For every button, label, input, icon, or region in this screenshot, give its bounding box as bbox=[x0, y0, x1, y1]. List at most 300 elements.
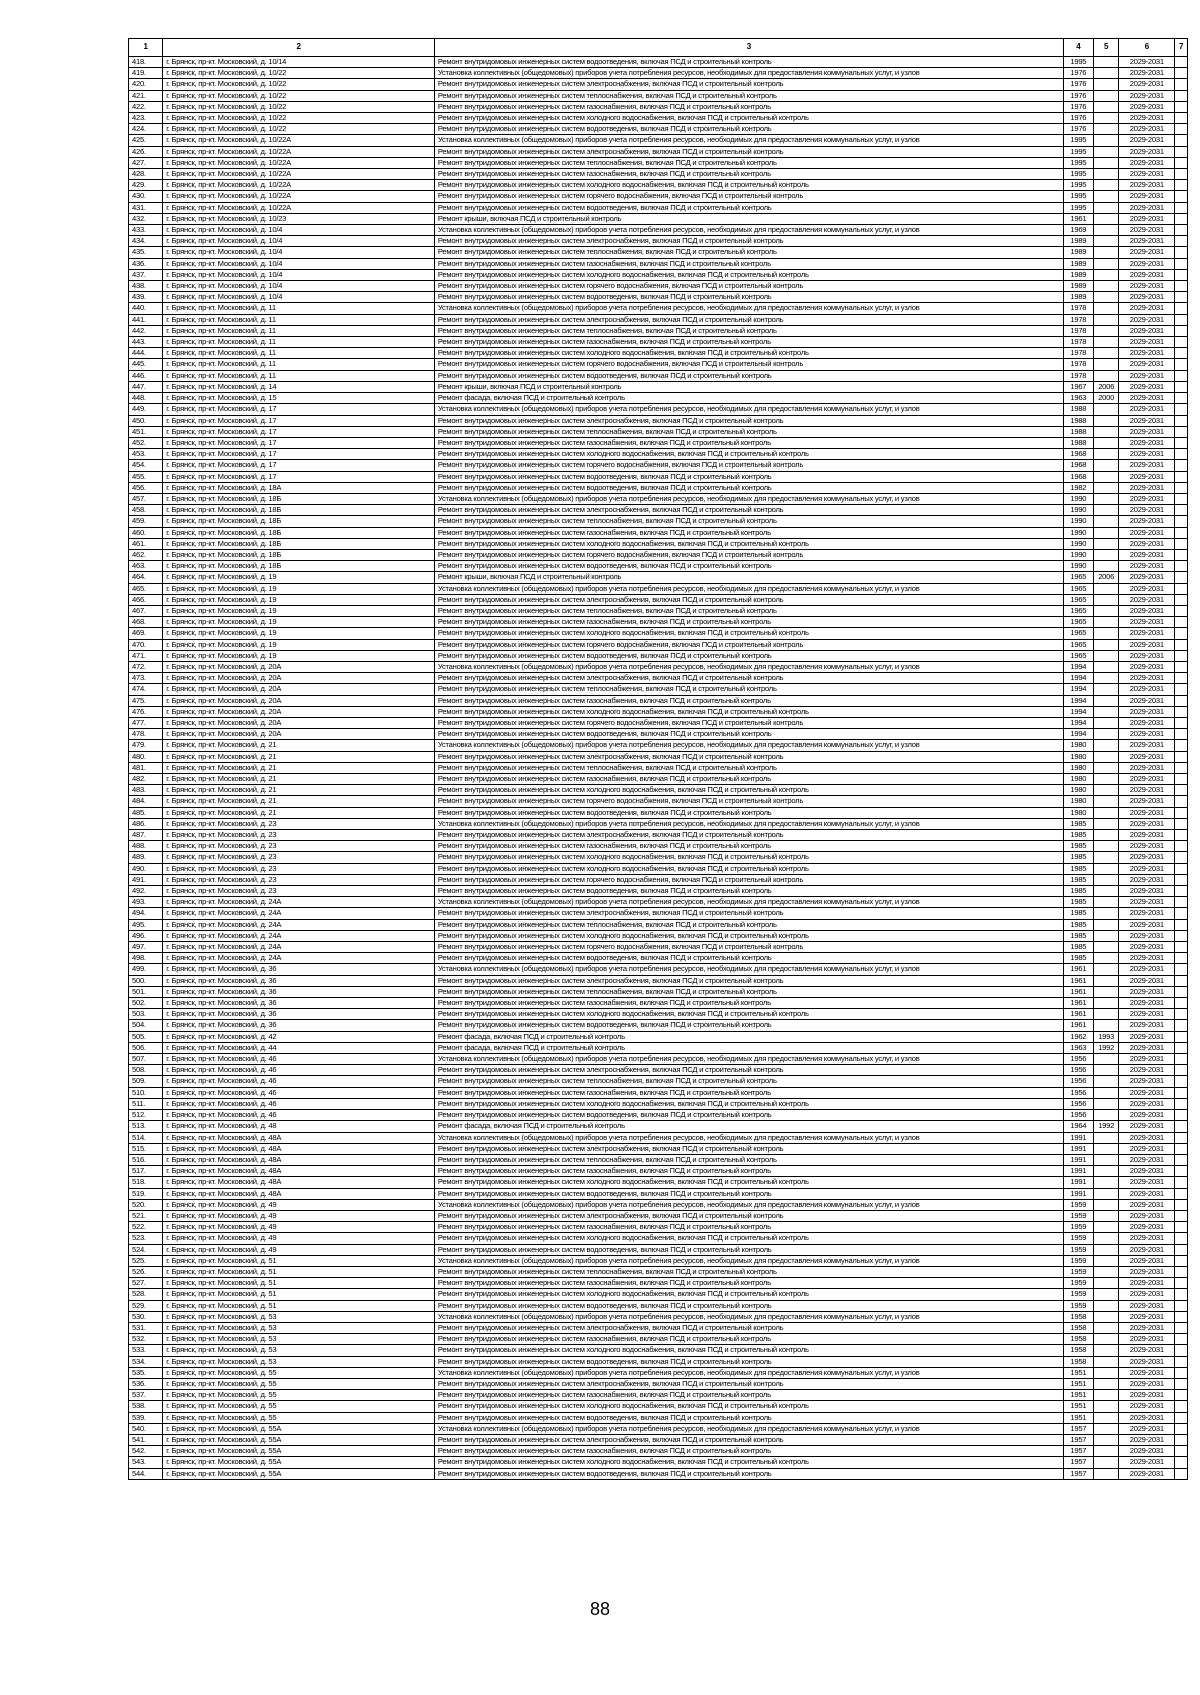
year-built-cell: 1957 bbox=[1063, 1446, 1093, 1457]
planned-period-cell: 2029-2031 bbox=[1119, 505, 1175, 516]
table-row bbox=[129, 1110, 1188, 1121]
year-built-cell: 1962 bbox=[1063, 1031, 1093, 1042]
year-built-cell: 1959 bbox=[1063, 1255, 1093, 1266]
table-row bbox=[129, 605, 1188, 616]
extra-cell bbox=[1175, 135, 1188, 146]
table-row bbox=[129, 673, 1188, 684]
work-type-cell: Ремонт внутридомовых инженерных систем водоотведения, включая ПСД и строительный контроль bbox=[434, 886, 1063, 897]
address-cell: г. Брянск, пр-кт. Московский, д. 24А bbox=[163, 930, 435, 941]
table-row bbox=[129, 1255, 1188, 1266]
planned-period-cell: 2029-2031 bbox=[1119, 1334, 1175, 1345]
last-repair-year-cell bbox=[1093, 751, 1119, 762]
address-cell: г. Брянск, пр-кт. Московский, д. 48А bbox=[163, 1132, 435, 1143]
last-repair-year-cell bbox=[1093, 1177, 1119, 1188]
work-type-cell: Ремонт внутридомовых инженерных систем горячего водоснабжения, включая ПСД и строительный контроль bbox=[434, 942, 1063, 953]
year-built-cell: 1951 bbox=[1063, 1367, 1093, 1378]
extra-cell bbox=[1175, 751, 1188, 762]
extra-cell bbox=[1175, 774, 1188, 785]
planned-period-cell: 2029-2031 bbox=[1119, 919, 1175, 930]
table-row bbox=[129, 897, 1188, 908]
year-built-cell: 1995 bbox=[1063, 191, 1093, 202]
last-repair-year-cell bbox=[1093, 1009, 1119, 1020]
extra-cell bbox=[1175, 269, 1188, 280]
year-built-cell: 1991 bbox=[1063, 1188, 1093, 1199]
row-number: 476. bbox=[129, 706, 163, 717]
table-row bbox=[129, 370, 1188, 381]
address-cell: г. Брянск, пр-кт. Московский, д. 11 bbox=[163, 325, 435, 336]
extra-cell bbox=[1175, 975, 1188, 986]
planned-period-cell: 2029-2031 bbox=[1119, 762, 1175, 773]
row-number: 467. bbox=[129, 605, 163, 616]
planned-period-cell: 2029-2031 bbox=[1119, 561, 1175, 572]
table-row bbox=[129, 874, 1188, 885]
year-built-cell: 1980 bbox=[1063, 785, 1093, 796]
extra-cell bbox=[1175, 863, 1188, 874]
table-row bbox=[129, 1020, 1188, 1031]
address-cell: г. Брянск, пр-кт. Московский, д. 10/4 bbox=[163, 247, 435, 258]
extra-cell bbox=[1175, 1322, 1188, 1333]
extra-cell bbox=[1175, 516, 1188, 527]
extra-cell bbox=[1175, 830, 1188, 841]
year-built-cell: 1980 bbox=[1063, 796, 1093, 807]
row-number: 510. bbox=[129, 1087, 163, 1098]
extra-cell bbox=[1175, 337, 1188, 348]
planned-period-cell: 2029-2031 bbox=[1119, 1322, 1175, 1333]
year-built-cell: 1995 bbox=[1063, 157, 1093, 168]
year-built-cell: 1990 bbox=[1063, 516, 1093, 527]
last-repair-year-cell bbox=[1093, 202, 1119, 213]
extra-cell bbox=[1175, 897, 1188, 908]
address-cell: г. Брянск, пр-кт. Московский, д. 53 bbox=[163, 1356, 435, 1367]
row-number: 436. bbox=[129, 258, 163, 269]
table-row bbox=[129, 202, 1188, 213]
last-repair-year-cell bbox=[1093, 762, 1119, 773]
last-repair-year-cell bbox=[1093, 1278, 1119, 1289]
last-repair-year-cell bbox=[1093, 818, 1119, 829]
last-repair-year-cell bbox=[1093, 505, 1119, 516]
table-row bbox=[129, 852, 1188, 863]
address-cell: г. Брянск, пр-кт. Московский, д. 55 bbox=[163, 1401, 435, 1412]
year-built-cell: 1995 bbox=[1063, 57, 1093, 68]
address-cell: г. Брянск, пр-кт. Московский, д. 19 bbox=[163, 639, 435, 650]
extra-cell bbox=[1175, 471, 1188, 482]
planned-period-cell: 2029-2031 bbox=[1119, 225, 1175, 236]
last-repair-year-cell bbox=[1093, 1166, 1119, 1177]
last-repair-year-cell bbox=[1093, 90, 1119, 101]
address-cell: г. Брянск, пр-кт. Московский, д. 10/14 bbox=[163, 57, 435, 68]
last-repair-year-cell: 2006 bbox=[1093, 572, 1119, 583]
year-built-cell: 1985 bbox=[1063, 930, 1093, 941]
year-built-cell: 1994 bbox=[1063, 661, 1093, 672]
row-number: 474. bbox=[129, 684, 163, 695]
year-built-cell: 1961 bbox=[1063, 986, 1093, 997]
year-built-cell: 1978 bbox=[1063, 325, 1093, 336]
table-row bbox=[129, 1098, 1188, 1109]
planned-period-cell: 2029-2031 bbox=[1119, 180, 1175, 191]
year-built-cell: 1980 bbox=[1063, 807, 1093, 818]
planned-period-cell: 2029-2031 bbox=[1119, 1065, 1175, 1076]
row-number: 504. bbox=[129, 1020, 163, 1031]
last-repair-year-cell bbox=[1093, 1446, 1119, 1457]
extra-cell bbox=[1175, 661, 1188, 672]
table-row bbox=[129, 482, 1188, 493]
planned-period-cell: 2029-2031 bbox=[1119, 337, 1175, 348]
extra-cell bbox=[1175, 1401, 1188, 1412]
last-repair-year-cell bbox=[1093, 460, 1119, 471]
planned-period-cell: 2029-2031 bbox=[1119, 1412, 1175, 1423]
extra-cell bbox=[1175, 908, 1188, 919]
last-repair-year-cell bbox=[1093, 124, 1119, 135]
address-cell: г. Брянск, пр-кт. Московский, д. 10/4 bbox=[163, 236, 435, 247]
year-built-cell: 1976 bbox=[1063, 90, 1093, 101]
address-cell: г. Брянск, пр-кт. Московский, д. 18Б bbox=[163, 505, 435, 516]
address-cell: г. Брянск, пр-кт. Московский, д. 20А bbox=[163, 706, 435, 717]
work-type-cell: Ремонт внутридомовых инженерных систем холодного водоснабжения, включая ПСД и строительный контроль bbox=[434, 863, 1063, 874]
planned-period-cell: 2029-2031 bbox=[1119, 1255, 1175, 1266]
year-built-cell: 1989 bbox=[1063, 281, 1093, 292]
address-cell: г. Брянск, пр-кт. Московский, д. 49 bbox=[163, 1244, 435, 1255]
work-type-cell: Ремонт внутридомовых инженерных систем теплоснабжения, включая ПСД и строительный контроль bbox=[434, 1266, 1063, 1277]
year-built-cell: 1985 bbox=[1063, 919, 1093, 930]
year-built-cell: 1956 bbox=[1063, 1065, 1093, 1076]
extra-cell bbox=[1175, 1154, 1188, 1165]
row-number: 425. bbox=[129, 135, 163, 146]
year-built-cell: 1985 bbox=[1063, 953, 1093, 964]
last-repair-year-cell: 2006 bbox=[1093, 381, 1119, 392]
work-type-cell: Установка коллективных (общедомовых) приборов учета потребления ресурсов, необходимых для предоставления коммунальных услуг, и узлов bbox=[434, 583, 1063, 594]
row-number: 463. bbox=[129, 561, 163, 572]
row-number: 456. bbox=[129, 482, 163, 493]
extra-cell bbox=[1175, 549, 1188, 560]
planned-period-cell: 2029-2031 bbox=[1119, 1289, 1175, 1300]
address-cell: г. Брянск, пр-кт. Московский, д. 24А bbox=[163, 908, 435, 919]
address-cell: г. Брянск, пр-кт. Московский, д. 24А bbox=[163, 953, 435, 964]
table-row bbox=[129, 538, 1188, 549]
extra-cell bbox=[1175, 1334, 1188, 1345]
row-number: 527. bbox=[129, 1278, 163, 1289]
work-type-cell: Установка коллективных (общедомовых) приборов учета потребления ресурсов, необходимых для предоставления коммунальных услуг, и узлов bbox=[434, 818, 1063, 829]
row-number: 447. bbox=[129, 381, 163, 392]
row-number: 448. bbox=[129, 393, 163, 404]
row-number: 512. bbox=[129, 1110, 163, 1121]
row-number: 529. bbox=[129, 1300, 163, 1311]
table-row bbox=[129, 717, 1188, 728]
last-repair-year-cell bbox=[1093, 661, 1119, 672]
row-number: 511. bbox=[129, 1098, 163, 1109]
row-number: 537. bbox=[129, 1390, 163, 1401]
planned-period-cell: 2029-2031 bbox=[1119, 449, 1175, 460]
work-type-cell: Ремонт внутридомовых инженерных систем электроснабжения, включая ПСД и строительный контроль bbox=[434, 415, 1063, 426]
table-row bbox=[129, 258, 1188, 269]
row-number: 481. bbox=[129, 762, 163, 773]
address-cell: г. Брянск, пр-кт. Московский, д. 11 bbox=[163, 303, 435, 314]
table-row bbox=[129, 325, 1188, 336]
extra-cell bbox=[1175, 1121, 1188, 1132]
row-number: 435. bbox=[129, 247, 163, 258]
last-repair-year-cell bbox=[1093, 1468, 1119, 1479]
table-row bbox=[129, 908, 1188, 919]
address-cell: г. Брянск, пр-кт. Московский, д. 19 bbox=[163, 572, 435, 583]
planned-period-cell: 2029-2031 bbox=[1119, 493, 1175, 504]
address-cell: г. Брянск, пр-кт. Московский, д. 19 bbox=[163, 628, 435, 639]
last-repair-year-cell bbox=[1093, 706, 1119, 717]
row-number: 493. bbox=[129, 897, 163, 908]
extra-cell bbox=[1175, 852, 1188, 863]
row-number: 427. bbox=[129, 157, 163, 168]
planned-period-cell: 2029-2031 bbox=[1119, 415, 1175, 426]
year-built-cell: 1967 bbox=[1063, 381, 1093, 392]
year-built-cell: 1956 bbox=[1063, 1054, 1093, 1065]
row-number: 478. bbox=[129, 729, 163, 740]
table-row bbox=[129, 1345, 1188, 1356]
address-cell: г. Брянск, пр-кт. Московский, д. 55А bbox=[163, 1446, 435, 1457]
work-type-cell: Ремонт внутридомовых инженерных систем газоснабжения, включая ПСД и строительный контроль bbox=[434, 774, 1063, 785]
table-row bbox=[129, 426, 1188, 437]
work-type-cell: Ремонт внутридомовых инженерных систем теплоснабжения, включая ПСД и строительный контроль bbox=[434, 516, 1063, 527]
last-repair-year-cell bbox=[1093, 942, 1119, 953]
last-repair-year-cell: 1992 bbox=[1093, 1042, 1119, 1053]
extra-cell bbox=[1175, 90, 1188, 101]
work-type-cell: Ремонт внутридомовых инженерных систем электроснабжения, включая ПСД и строительный контроль bbox=[434, 830, 1063, 841]
planned-period-cell: 2029-2031 bbox=[1119, 942, 1175, 953]
extra-cell bbox=[1175, 404, 1188, 415]
row-number: 518. bbox=[129, 1177, 163, 1188]
last-repair-year-cell bbox=[1093, 1244, 1119, 1255]
page-number: 88 bbox=[589, 1599, 611, 1619]
row-number: 539. bbox=[129, 1412, 163, 1423]
extra-cell bbox=[1175, 1367, 1188, 1378]
work-type-cell: Ремонт внутридомовых инженерных систем горячего водоснабжения, включая ПСД и строительный контроль bbox=[434, 639, 1063, 650]
work-type-cell: Ремонт внутридомовых инженерных систем электроснабжения, включая ПСД и строительный контроль bbox=[434, 1143, 1063, 1154]
address-cell: г. Брянск, пр-кт. Московский, д. 51 bbox=[163, 1300, 435, 1311]
table-row bbox=[129, 1244, 1188, 1255]
address-cell: г. Брянск, пр-кт. Московский, д. 55 bbox=[163, 1367, 435, 1378]
work-type-cell: Ремонт внутридомовых инженерных систем водоотведения, включая ПСД и строительный контроль bbox=[434, 729, 1063, 740]
address-cell: г. Брянск, пр-кт. Московский, д. 23 bbox=[163, 886, 435, 897]
work-type-cell: Ремонт внутридомовых инженерных систем теплоснабжения, включая ПСД и строительный контроль bbox=[434, 426, 1063, 437]
work-type-cell: Ремонт крыши, включая ПСД и строительный контроль bbox=[434, 572, 1063, 583]
year-built-cell: 1965 bbox=[1063, 617, 1093, 628]
year-built-cell: 1958 bbox=[1063, 1356, 1093, 1367]
year-built-cell: 1959 bbox=[1063, 1222, 1093, 1233]
extra-cell bbox=[1175, 314, 1188, 325]
extra-cell bbox=[1175, 247, 1188, 258]
last-repair-year-cell bbox=[1093, 617, 1119, 628]
extra-cell bbox=[1175, 1110, 1188, 1121]
planned-period-cell: 2029-2031 bbox=[1119, 146, 1175, 157]
table-row bbox=[129, 437, 1188, 448]
address-cell: г. Брянск, пр-кт. Московский, д. 24А bbox=[163, 897, 435, 908]
planned-period-cell: 2029-2031 bbox=[1119, 628, 1175, 639]
extra-cell bbox=[1175, 1233, 1188, 1244]
extra-cell bbox=[1175, 886, 1188, 897]
work-type-cell: Ремонт внутридомовых инженерных систем водоотведения, включая ПСД и строительный контроль bbox=[434, 124, 1063, 135]
work-type-cell: Ремонт внутридомовых инженерных систем газоснабжения, включая ПСД и строительный контроль bbox=[434, 169, 1063, 180]
address-cell: г. Брянск, пр-кт. Московский, д. 55А bbox=[163, 1423, 435, 1434]
row-number: 431. bbox=[129, 202, 163, 213]
extra-cell bbox=[1175, 953, 1188, 964]
table-row bbox=[129, 1076, 1188, 1087]
year-built-cell: 1985 bbox=[1063, 852, 1093, 863]
planned-period-cell: 2029-2031 bbox=[1119, 1222, 1175, 1233]
year-built-cell: 1965 bbox=[1063, 628, 1093, 639]
work-type-cell: Ремонт крыши, включая ПСД и строительный контроль bbox=[434, 381, 1063, 392]
work-type-cell: Ремонт внутридомовых инженерных систем водоотведения, включая ПСД и строительный контроль bbox=[434, 1188, 1063, 1199]
table-row bbox=[129, 1233, 1188, 1244]
extra-cell bbox=[1175, 673, 1188, 684]
year-built-cell: 1976 bbox=[1063, 68, 1093, 79]
address-cell: г. Брянск, пр-кт. Московский, д. 55 bbox=[163, 1378, 435, 1389]
row-number: 460. bbox=[129, 527, 163, 538]
row-number: 503. bbox=[129, 1009, 163, 1020]
year-built-cell: 1959 bbox=[1063, 1278, 1093, 1289]
year-built-cell: 1985 bbox=[1063, 897, 1093, 908]
planned-period-cell: 2029-2031 bbox=[1119, 1009, 1175, 1020]
address-cell: г. Брянск, пр-кт. Московский, д. 51 bbox=[163, 1255, 435, 1266]
last-repair-year-cell bbox=[1093, 774, 1119, 785]
year-built-cell: 1991 bbox=[1063, 1154, 1093, 1165]
address-cell: г. Брянск, пр-кт. Московский, д. 19 bbox=[163, 650, 435, 661]
last-repair-year-cell bbox=[1093, 314, 1119, 325]
last-repair-year-cell bbox=[1093, 1356, 1119, 1367]
extra-cell bbox=[1175, 370, 1188, 381]
last-repair-year-cell bbox=[1093, 594, 1119, 605]
planned-period-cell: 2029-2031 bbox=[1119, 751, 1175, 762]
planned-period-cell: 2029-2031 bbox=[1119, 236, 1175, 247]
last-repair-year-cell bbox=[1093, 695, 1119, 706]
work-type-cell: Ремонт внутридомовых инженерных систем газоснабжения, включая ПСД и строительный контроль bbox=[434, 1446, 1063, 1457]
year-built-cell: 1965 bbox=[1063, 583, 1093, 594]
year-built-cell: 1976 bbox=[1063, 124, 1093, 135]
table-row bbox=[129, 617, 1188, 628]
last-repair-year-cell bbox=[1093, 886, 1119, 897]
row-number: 458. bbox=[129, 505, 163, 516]
work-type-cell: Ремонт внутридомовых инженерных систем теплоснабжения, включая ПСД и строительный контроль bbox=[434, 762, 1063, 773]
last-repair-year-cell bbox=[1093, 986, 1119, 997]
work-type-cell: Ремонт внутридомовых инженерных систем теплоснабжения, включая ПСД и строительный контроль bbox=[434, 157, 1063, 168]
address-cell: г. Брянск, пр-кт. Московский, д. 48А bbox=[163, 1177, 435, 1188]
extra-cell bbox=[1175, 482, 1188, 493]
address-cell: г. Брянск, пр-кт. Московский, д. 10/22 bbox=[163, 113, 435, 124]
last-repair-year-cell: 1992 bbox=[1093, 1121, 1119, 1132]
row-number: 501. bbox=[129, 986, 163, 997]
row-number: 449. bbox=[129, 404, 163, 415]
table-row bbox=[129, 449, 1188, 460]
row-number: 444. bbox=[129, 348, 163, 359]
row-number: 446. bbox=[129, 370, 163, 381]
table-row bbox=[129, 135, 1188, 146]
address-cell: г. Брянск, пр-кт. Московский, д. 48А bbox=[163, 1188, 435, 1199]
year-built-cell: 1965 bbox=[1063, 639, 1093, 650]
row-number: 522. bbox=[129, 1222, 163, 1233]
extra-cell bbox=[1175, 762, 1188, 773]
extra-cell bbox=[1175, 213, 1188, 224]
last-repair-year-cell bbox=[1093, 930, 1119, 941]
last-repair-year-cell bbox=[1093, 1076, 1119, 1087]
extra-cell bbox=[1175, 325, 1188, 336]
table-row bbox=[129, 1199, 1188, 1210]
last-repair-year-cell bbox=[1093, 639, 1119, 650]
extra-cell bbox=[1175, 258, 1188, 269]
extra-cell bbox=[1175, 1009, 1188, 1020]
last-repair-year-cell bbox=[1093, 337, 1119, 348]
address-cell: г. Брянск, пр-кт. Московский, д. 19 bbox=[163, 594, 435, 605]
planned-period-cell: 2029-2031 bbox=[1119, 1378, 1175, 1389]
work-type-cell: Ремонт внутридомовых инженерных систем газоснабжения, включая ПСД и строительный контроль bbox=[434, 1222, 1063, 1233]
last-repair-year-cell bbox=[1093, 213, 1119, 224]
col-header-2: 2 bbox=[163, 39, 435, 57]
extra-cell bbox=[1175, 348, 1188, 359]
planned-period-cell: 2029-2031 bbox=[1119, 605, 1175, 616]
address-cell: г. Брянск, пр-кт. Московский, д. 10/4 bbox=[163, 269, 435, 280]
extra-cell bbox=[1175, 1457, 1188, 1468]
planned-period-cell: 2029-2031 bbox=[1119, 975, 1175, 986]
row-number: 515. bbox=[129, 1143, 163, 1154]
year-built-cell: 1951 bbox=[1063, 1412, 1093, 1423]
extra-cell bbox=[1175, 1289, 1188, 1300]
work-type-cell: Ремонт внутридомовых инженерных систем электроснабжения, включая ПСД и строительный контроль bbox=[434, 673, 1063, 684]
year-built-cell: 1958 bbox=[1063, 1345, 1093, 1356]
address-cell: г. Брянск, пр-кт. Московский, д. 42 bbox=[163, 1031, 435, 1042]
col-header-5: 5 bbox=[1093, 39, 1119, 57]
planned-period-cell: 2029-2031 bbox=[1119, 1020, 1175, 1031]
planned-period-cell: 2029-2031 bbox=[1119, 1266, 1175, 1277]
last-repair-year-cell bbox=[1093, 1457, 1119, 1468]
planned-period-cell: 2029-2031 bbox=[1119, 157, 1175, 168]
table-row bbox=[129, 213, 1188, 224]
planned-period-cell: 2029-2031 bbox=[1119, 325, 1175, 336]
work-type-cell: Ремонт внутридомовых инженерных систем горячего водоснабжения, включая ПСД и строительный контроль bbox=[434, 549, 1063, 560]
address-cell: г. Брянск, пр-кт. Московский, д. 49 bbox=[163, 1210, 435, 1221]
row-number: 459. bbox=[129, 516, 163, 527]
last-repair-year-cell bbox=[1093, 953, 1119, 964]
table-row bbox=[129, 1177, 1188, 1188]
row-number: 509. bbox=[129, 1076, 163, 1087]
row-number: 513. bbox=[129, 1121, 163, 1132]
planned-period-cell: 2029-2031 bbox=[1119, 1345, 1175, 1356]
year-built-cell: 1995 bbox=[1063, 135, 1093, 146]
extra-cell bbox=[1175, 1177, 1188, 1188]
work-type-cell: Ремонт крыши, включая ПСД и строительный контроль bbox=[434, 213, 1063, 224]
last-repair-year-cell bbox=[1093, 1087, 1119, 1098]
address-cell: г. Брянск, пр-кт. Московский, д. 17 bbox=[163, 404, 435, 415]
extra-cell bbox=[1175, 841, 1188, 852]
table-row bbox=[129, 706, 1188, 717]
table-row bbox=[129, 393, 1188, 404]
last-repair-year-cell bbox=[1093, 1132, 1119, 1143]
year-built-cell: 1985 bbox=[1063, 863, 1093, 874]
work-type-cell: Ремонт внутридомовых инженерных систем газоснабжения, включая ПСД и строительный контроль bbox=[434, 1087, 1063, 1098]
last-repair-year-cell bbox=[1093, 1412, 1119, 1423]
extra-cell bbox=[1175, 717, 1188, 728]
year-built-cell: 1988 bbox=[1063, 437, 1093, 448]
address-cell: г. Брянск, пр-кт. Московский, д. 46 bbox=[163, 1065, 435, 1076]
work-type-cell: Ремонт внутридомовых инженерных систем холодного водоснабжения, включая ПСД и строительный контроль bbox=[434, 1457, 1063, 1468]
row-number: 468. bbox=[129, 617, 163, 628]
last-repair-year-cell bbox=[1093, 359, 1119, 370]
col-header-3: 3 bbox=[434, 39, 1063, 57]
last-repair-year-cell bbox=[1093, 404, 1119, 415]
last-repair-year-cell bbox=[1093, 1390, 1119, 1401]
extra-cell bbox=[1175, 818, 1188, 829]
row-number: 517. bbox=[129, 1166, 163, 1177]
planned-period-cell: 2029-2031 bbox=[1119, 79, 1175, 90]
extra-cell bbox=[1175, 561, 1188, 572]
extra-cell bbox=[1175, 930, 1188, 941]
row-number: 452. bbox=[129, 437, 163, 448]
row-number: 538. bbox=[129, 1401, 163, 1412]
planned-period-cell: 2029-2031 bbox=[1119, 1143, 1175, 1154]
